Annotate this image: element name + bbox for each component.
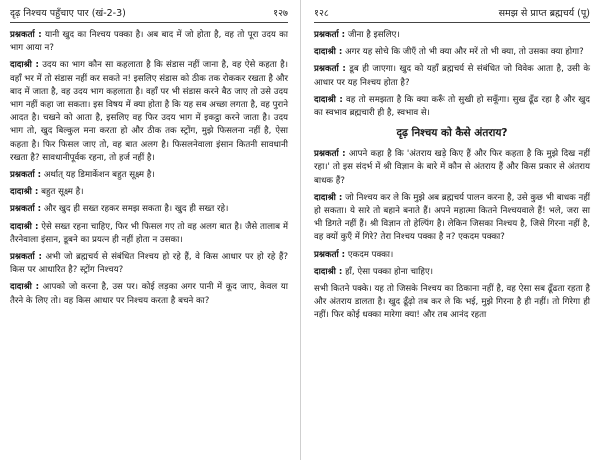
paragraph-text: और खुद ही सख्त रहकर समझ सकता है। खुद ही सख्त रहे।	[43, 204, 229, 215]
speaker-label: प्रश्नकर्ता :	[314, 64, 346, 75]
speaker-label: दादाश्री :	[314, 192, 343, 203]
dialogue-paragraph	[10, 29, 288, 55]
dialogue-paragraph	[314, 46, 590, 59]
dialogue-paragraph	[10, 169, 288, 182]
speaker-label: प्रश्नकर्ता :	[314, 30, 346, 40]
speaker-label: प्रश्नकर्ता :	[314, 249, 346, 260]
right-page	[300, 0, 600, 460]
dialogue-paragraph	[10, 281, 288, 307]
speaker-label: दादाश्री :	[314, 47, 343, 58]
dialogue-paragraph	[314, 192, 590, 245]
section-heading: दृढ़ निश्चय को कैसे अंतराय?	[396, 127, 508, 140]
paragraph-text: हाँ, ऐसा पक्का होना चाहिए।	[345, 266, 433, 277]
paragraph-text: आपको जो करना है, उस पर। कोई लड़का अगर पानी में कूद जाए, केवल या तैरने के लिए तो। वह किस आधार पर निश्चय करता है बचने का?	[10, 282, 288, 306]
paragraph-text: डूब ही जाएगा। खुद को यहाँ ब्रह्मचर्य से संबंधित जो विवेक आता है, उसी के आधार पर यह निश्चय होता है?	[314, 64, 590, 88]
speaker-label: प्रश्नकर्ता :	[10, 170, 42, 181]
dialogue-paragraph	[10, 59, 288, 165]
paragraph-text: जीना है इसलिए।	[347, 30, 400, 40]
speaker-label: दादाश्री :	[10, 187, 39, 198]
speaker-label: प्रश्नकर्ता :	[10, 252, 42, 263]
left-page-number: १२७	[273, 8, 288, 19]
speaker-label: दादाश्री :	[314, 94, 343, 105]
page-gutter	[300, 0, 301, 460]
paragraph-text: ऐसे सख्त रहना चाहिए, फिर भी फिसल गए तो वह अलग बात है। जैसे तालाब में तैरनेवाला इंसान, डूबने का प्रयत्न ही नहीं होता न उसका।	[10, 221, 288, 245]
dialogue-paragraph	[314, 148, 590, 188]
dialogue-paragraph	[10, 221, 288, 247]
dialogue-paragraph	[314, 29, 590, 42]
speaker-label: दादाश्री :	[10, 221, 39, 232]
dialogue-paragraph	[314, 266, 590, 279]
paragraph-text: अभी जो ब्रह्मचर्य से संबंधित निश्चय हो रहे हैं, वे किस आधार पर हो रहे हैं? किस पर आधारित है? स्ट्रोंग निश्चय?	[10, 252, 289, 276]
dialogue-paragraph	[314, 249, 590, 262]
speaker-label: प्रश्नकर्ता :	[10, 204, 42, 215]
speaker-label: प्रश्नकर्ता :	[314, 149, 346, 160]
paragraph-text: जो निश्चय कर ले कि मुझे अब ब्रह्मचर्य पालन करना है, उसे कुछ भी बाधक नहीं हो सकता। ये सारे तो बहाने बनाते हैं। अपने महात्मा कितने निश्चयवाले हैं! भले, जरा सा भी डिगते नहीं हैं। श्री विज्ञान तो हेल्पिंग है। लेकिन जिसका निश्चय है, जिसे गिरना नहीं है, वह क्यों कुएँ में गिरे? तेरा निश्चय पक्का है न? एकदम पक्का?	[314, 192, 591, 243]
paragraph-text: अर्थात् यह डिमार्केशन बहुत सूक्ष्म है।	[43, 170, 155, 181]
speaker-label: दादाश्री :	[10, 282, 40, 293]
dialogue-paragraph	[10, 203, 288, 216]
dialogue-paragraph	[10, 251, 288, 277]
speaker-label: प्रश्नकर्ता :	[10, 30, 42, 40]
dialogue-paragraph	[314, 94, 590, 120]
right-page-header	[314, 6, 590, 23]
dialogue-paragraph	[314, 63, 590, 89]
right-running-title: समझ से प्राप्त ब्रह्मचर्य (पू)	[498, 8, 590, 19]
paragraph-text: एकदम पक्का।	[347, 249, 394, 260]
body-paragraph	[314, 283, 590, 323]
paragraph-text: यानी खुद का निश्चय पक्का है। अब बाद में जो होता है, वह तो पूरा उदय का भाग आया न?	[10, 30, 289, 54]
paragraph-text: अगर यह सोचे कि जीएँ तो भी क्या और मरें तो भी क्या, तो उसका क्या होगा?	[345, 47, 584, 58]
paragraph-text: बहुत सूक्ष्म है।	[41, 187, 84, 198]
speaker-label: दादाश्री :	[314, 266, 343, 277]
paragraph-text: वह तो समझता है कि क्या करूँ तो सुखी हो सकूँगा। सुख ढूँढ रहा है और खुद का स्वभाव ब्रह्मचारी ही है, स्वभाव से।	[314, 94, 590, 119]
right-page-number: १२८	[314, 8, 329, 19]
paragraph-text: आपने कहा है कि 'अंतराय खड़े किए हैं और फिर कहता है कि मुझे दिख नहीं रहा।' तो इस संदर्भ में श्री विज्ञान के बारे में कौन से अंतराय हैं और किस प्रकार से अंतराय बाधक हैं?	[314, 149, 590, 186]
left-running-title: दृढ़ निश्चय पहुँचाए पार (खं-2-3)	[10, 8, 126, 19]
left-page-header	[10, 6, 288, 23]
speaker-label: दादाश्री :	[10, 60, 39, 71]
paragraph-text: सभी कितने पक्के। यह तो जिसके निश्चय का ठिकाना नहीं है, वह ऐसा सब ढूँढता रहता है और अंतराय डालता है। खुद ढूँढ़ो तब कर ले कि भई, मुझे गिरना है ही नहीं। तो गिरेगा ही नहीं। फिर कोई धक्का मारेगा क्या! और तब आनंद रहता	[314, 284, 590, 321]
paragraph-text: उदय का भाग कौन सा कहलाता है कि संडास नहीं जाना है, वह ऐसे कहता है। वहाँ भर में तो संडास नहीं कर सकते न! इसलिए संडास को ठीक तक रोककर रखता है और बाद में जाता है, वह उदय भाग कहलाता है। वहाँ पर भी संडास करने बैठ जाए तो उसे उदय भाग नहीं कहा जा सकता। इस विषय में क्या होता है कि यह सब अच्छा लगता है, वह पुराने आदत है। चखने को आता है, इसलिए वह फिर उदय भाग में इकट्ठा करने जाता है। उदय भाग तो, खुद बिल्कुल मना करता हो और ठीक तक स्ट्रोंग, मुझे फिसलना नहीं है, ऐसा कहता है। फिर फिसल जाए तो, वह बात अलग है। फिसलनेवाला इंसान कितनी सावधानी रखता है? सावधानीपूर्वक रहना, तो हर्ज नहीं है।	[10, 60, 288, 163]
dialogue-paragraph	[10, 186, 288, 199]
